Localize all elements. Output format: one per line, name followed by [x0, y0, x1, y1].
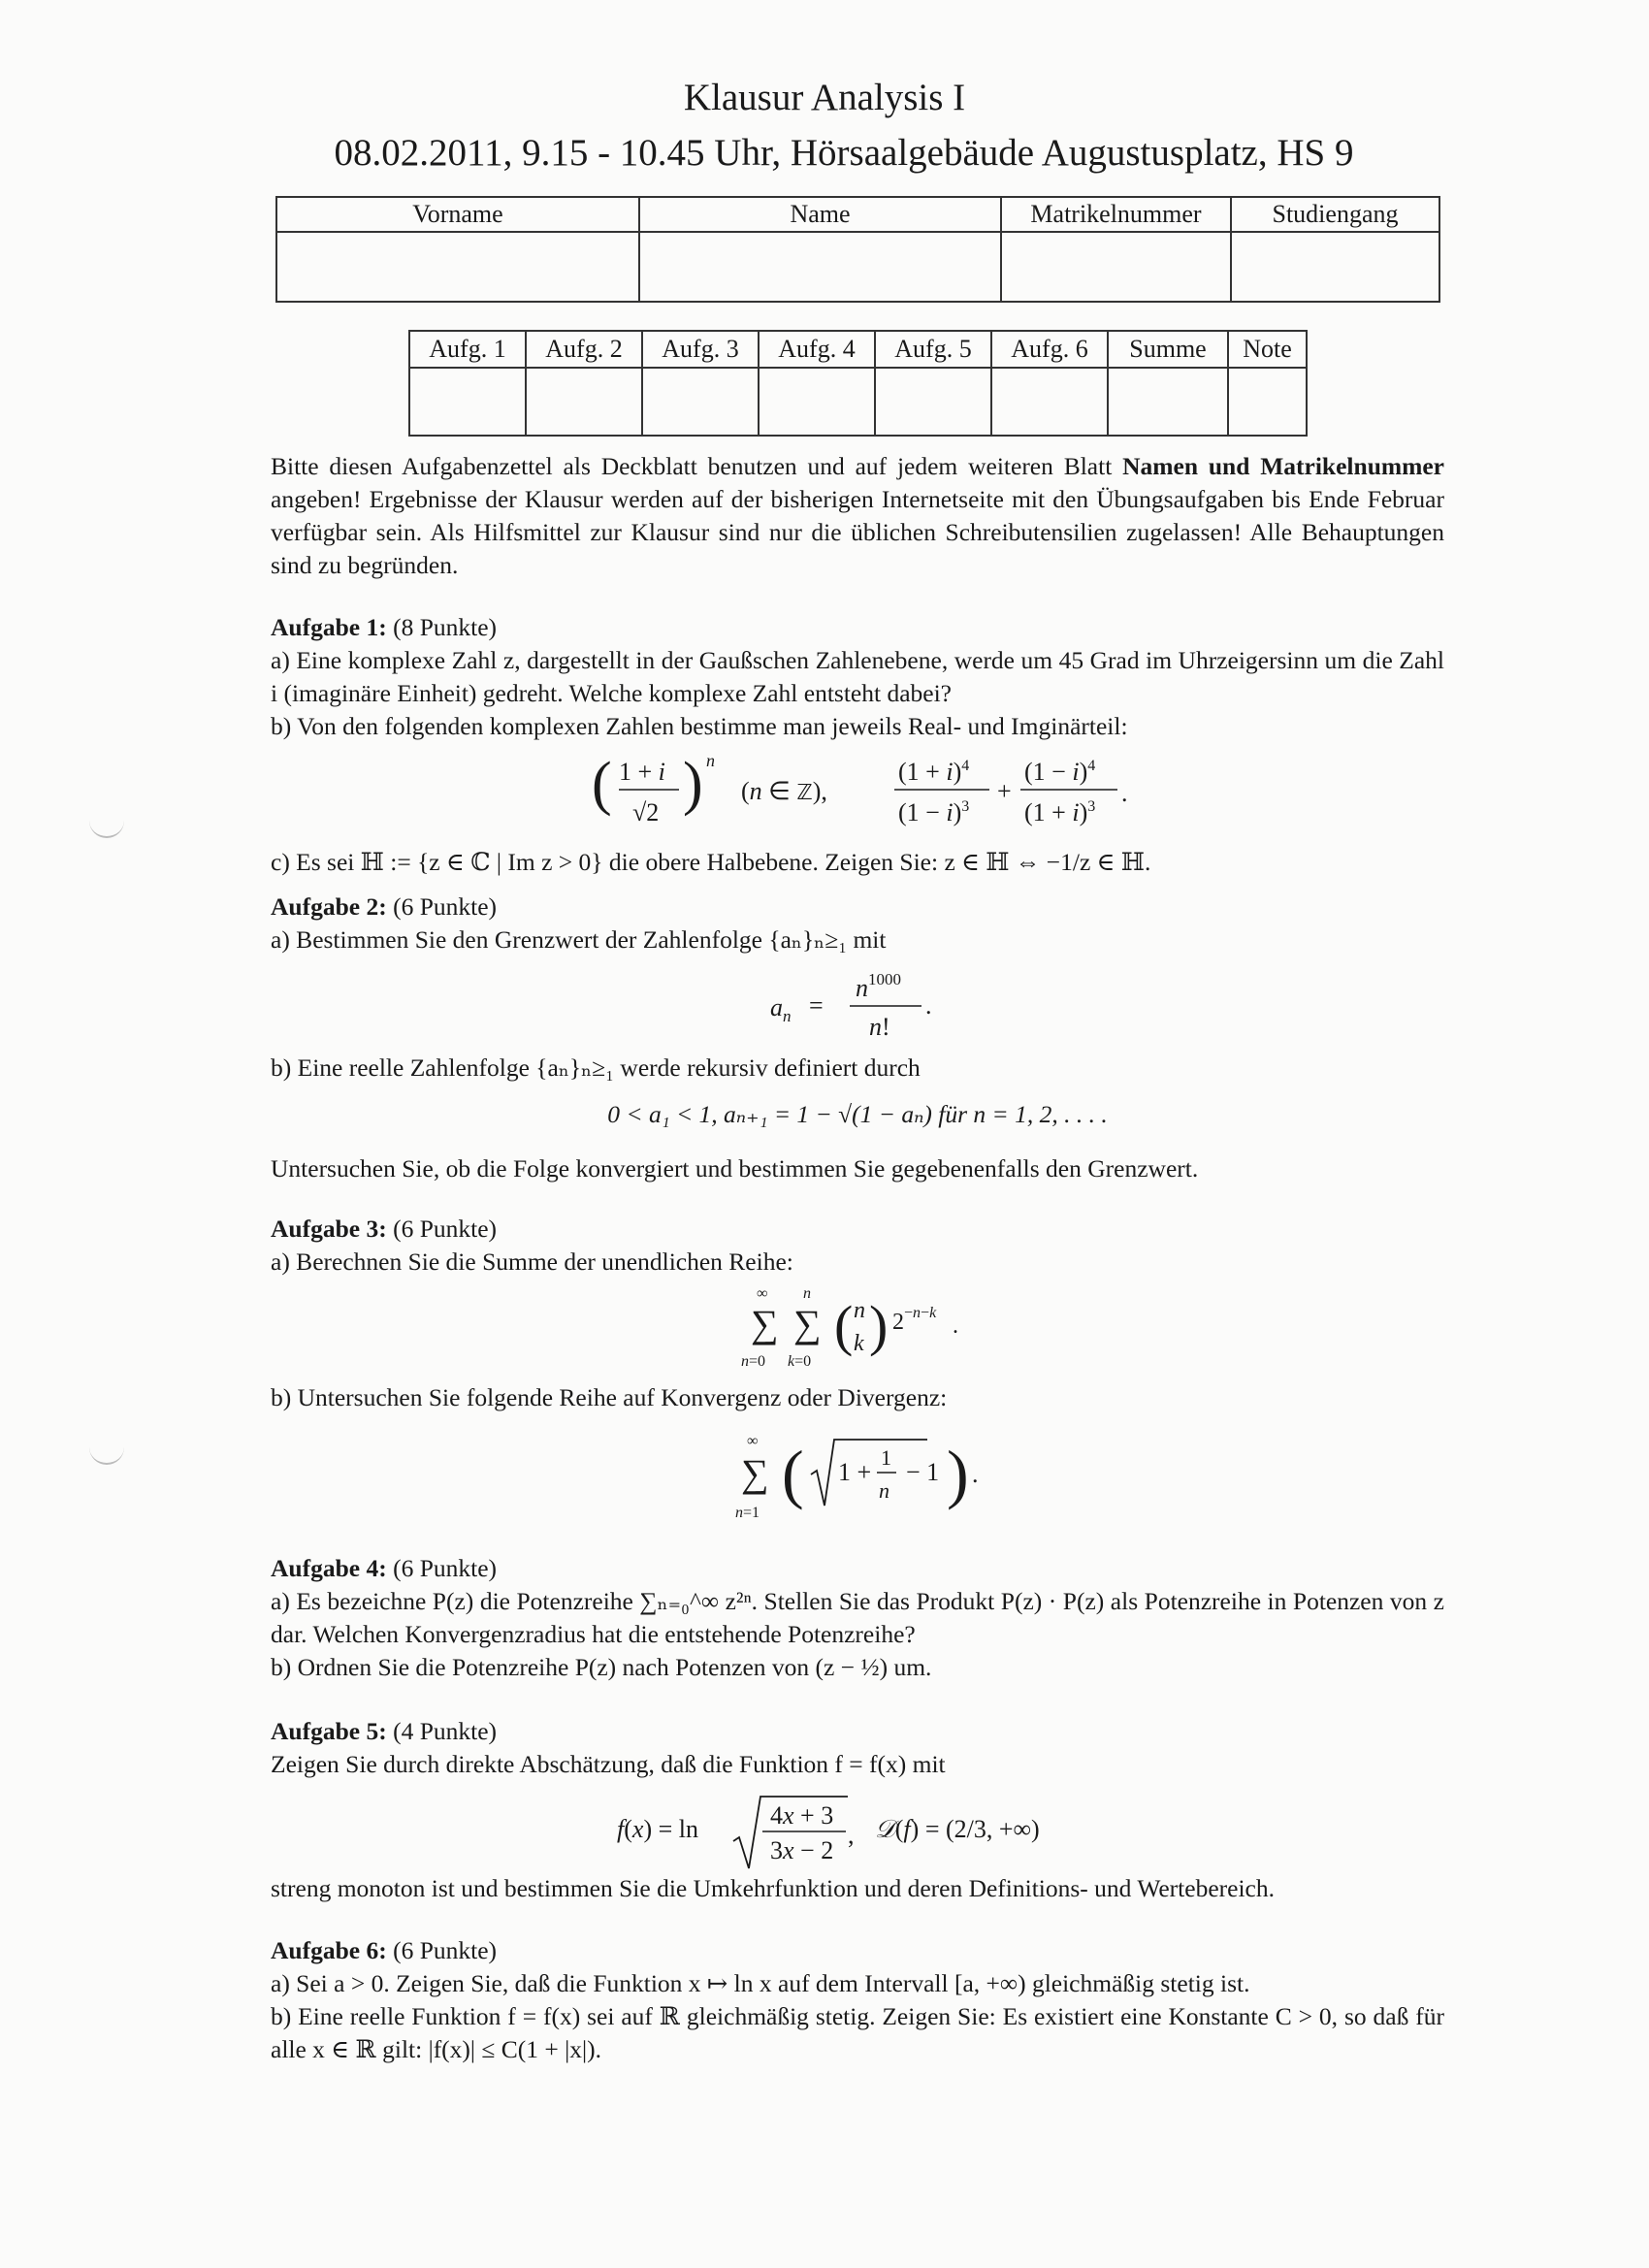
aufgabe-5-intro: Zeigen Sie durch direkte Abschätzung, daß die Funktion f = f(x) mit	[271, 1750, 946, 1778]
aufgabe-2a: a) Bestimmen Sie den Grenzwert der Zahlenfolge {aₙ}ₙ≥₁ mit	[271, 925, 887, 954]
aufgabe-6a: a) Sei a > 0. Zeigen Sie, daß die Funktion x ↦ ln x auf dem Intervall [a, +∞) gleichmäßig stetig ist.	[271, 1969, 1250, 1997]
aufgabe-4a: a) Es bezeichne P(z) die Potenzreihe ∑ₙ₌₀^∞ z²ⁿ. Stellen Sie das Produkt P(z) · P(z) als Potenzreihe in Potenzen von z dar. Welchen Konvergenzradius hat die entstehende Potenzreihe?	[271, 1587, 1444, 1648]
svg-text:(: (	[592, 751, 612, 817]
svg-text:k: k	[854, 1331, 864, 1356]
header-note: Note	[1228, 331, 1307, 368]
score-aufg-4[interactable]	[759, 368, 875, 436]
instructions: Bitte diesen Aufgabenzettel als Deckblatt benutzen und auf jedem weiteren Blatt Namen und Matrikelnummer angeben! Ergebnisse der Klausur werden auf der bisherigen Internetseite mit den Übungsaufgaben bis Ende Februar verfügbar sein. Als Hilfsmittel zur Klausur sind nur die üblichen Schreibutensilien zugelassen! Alle Behauptungen sind zu begründen.	[271, 452, 1444, 579]
svg-text:k=0: k=0	[788, 1353, 812, 1370]
svg-text:n!: n!	[869, 1013, 890, 1041]
aufgabe-1b: b) Von den folgenden komplexen Zahlen bestimme man jeweils Real- und Imginärteil:	[271, 712, 1128, 740]
score-aufg-6[interactable]	[991, 368, 1108, 436]
header-aufg-4: Aufg. 4	[759, 331, 875, 368]
svg-text:.: .	[953, 1313, 958, 1339]
svg-text:1 + i: 1 + i	[619, 758, 665, 786]
aufgabe-6-heading: Aufgabe 6: (6 Punkte)	[271, 1936, 498, 1964]
svg-text:∞: ∞	[747, 1433, 759, 1449]
svg-text:(n ∈ ℤ),: (n ∈ ℤ),	[741, 777, 827, 805]
svg-text:.: .	[1121, 779, 1128, 807]
svg-text:∞: ∞	[757, 1285, 768, 1302]
name-field[interactable]	[639, 232, 1001, 302]
score-aufg-2[interactable]	[526, 368, 642, 436]
header-aufg-5: Aufg. 5	[875, 331, 991, 368]
svg-text:1: 1	[881, 1445, 891, 1470]
svg-text:n: n	[803, 1285, 811, 1302]
svg-text:f(x) = ln: f(x) = ln	[617, 1815, 698, 1843]
score-aufg-1[interactable]	[409, 368, 526, 436]
aufgabe-5-heading: Aufgabe 5: (4 Punkte)	[271, 1717, 498, 1745]
svg-text:(: (	[834, 1294, 854, 1357]
header-summe: Summe	[1108, 331, 1228, 368]
exam-subtitle: 08.02.2011, 9.15 - 10.45 Uhr, Hörsaalgebäude Augustusplatz, HS 9	[334, 132, 1354, 174]
svg-text:=: =	[809, 991, 824, 1020]
aufgabe-3b: b) Untersuchen Sie folgende Reihe auf Konvergenz oder Divergenz:	[271, 1383, 948, 1411]
aufgabe-2b-formula: 0 < a₁ < 1, aₙ₊₁ = 1 − √(1 − aₙ) für n = 1, 2, . . . .	[607, 1100, 1108, 1128]
svg-text:+: +	[997, 777, 1012, 805]
svg-text:n=0: n=0	[741, 1353, 766, 1370]
svg-text:√2: √2	[632, 798, 660, 826]
header-aufg-6: Aufg. 6	[991, 331, 1108, 368]
aufgabe-5-tail: streng monoton ist und bestimmen Sie die Umkehrfunktion und deren Definitions- und Wertebereich.	[271, 1874, 1275, 1902]
aufgabe-3b-formula	[733, 1426, 986, 1533]
svg-text:an: $a_n$	[770, 993, 792, 1025]
aufgabe-3a: a) Berechnen Sie die Summe der unendlichen Reihe:	[271, 1247, 793, 1276]
score-aufg-3[interactable]	[642, 368, 759, 436]
aufgabe-2b: b) Eine reelle Zahlenfolge {aₙ}ₙ≥₁ werde rekursiv definiert durch	[271, 1053, 921, 1082]
aufgabe-3a-formula	[737, 1280, 970, 1377]
svg-text:(1 − i)4: $(1 - i)^4$	[1024, 758, 1096, 786]
svg-text:,: ,	[848, 1821, 855, 1849]
svg-text:n: n	[854, 1298, 865, 1323]
svg-text:(1 + i)3: $(1 + i)^3$	[1024, 798, 1096, 826]
studiengang-field[interactable]	[1231, 232, 1439, 302]
aufgabe-1c: c) Es sei ℍ := {z ∈ ℂ | Im z > 0} die obere Halbebene. Zeigen Sie: z ∈ ℍ ⇔ −1/z ∈ ℍ.	[271, 848, 1151, 876]
header-vorname: Vorname	[276, 197, 639, 232]
svg-text:.: .	[925, 991, 932, 1020]
aufgabe-5-formula	[615, 1785, 1100, 1872]
svg-text:3x − 2: 3x − 2	[770, 1836, 834, 1864]
aufgabe-2-tail: Untersuchen Sie, ob die Folge konvergiert und bestimmen Sie gegebenenfalls den Grenzwert.	[271, 1154, 1199, 1183]
svg-text:): )	[869, 1294, 889, 1357]
header-aufg-3: Aufg. 3	[642, 331, 759, 368]
svg-text:n: n	[706, 751, 715, 770]
svg-text:∑: ∑	[741, 1451, 769, 1495]
score-summe[interactable]	[1108, 368, 1228, 436]
svg-text:∑: ∑	[793, 1302, 822, 1345]
svg-text:(1 − i)3: $(1 - i)^3$	[898, 798, 970, 826]
aufgabe-3-heading: Aufgabe 3: (6 Punkte)	[271, 1215, 498, 1243]
svg-text:.: .	[972, 1460, 979, 1488]
svg-text:1 +: 1 +	[838, 1458, 872, 1486]
aufgabe-6b: b) Eine reelle Funktion f = f(x) sei auf ℝ gleichmäßig stetig. Zeigen Sie: Es existiert eine Konstante C > 0, so daß für alle x ∈ ℝ gilt: |f(x)| ≤ C(1 + |x|).	[271, 2002, 1444, 2063]
aufgabe-4b: b) Ordnen Sie die Potenzreihe P(z) nach Potenzen von (z − ½) um.	[271, 1653, 932, 1681]
score-note[interactable]	[1228, 368, 1307, 436]
exam-title: Klausur Analysis I	[683, 77, 966, 118]
svg-text:∑: ∑	[751, 1302, 779, 1345]
svg-text:n1000: $n^{1000}$	[856, 970, 901, 1002]
punch-hole-mark	[89, 817, 124, 838]
score-aufg-5[interactable]	[875, 368, 991, 436]
aufgabe-4-heading: Aufgabe 4: (6 Punkte)	[271, 1554, 498, 1582]
aufgabe-2-heading: Aufgabe 2: (6 Punkte)	[271, 892, 498, 921]
punch-hole-mark	[89, 1443, 124, 1465]
matrikelnummer-field[interactable]	[1001, 232, 1231, 302]
svg-text:2−n−k: $2^{-n-k}$	[892, 1305, 937, 1335]
vorname-field[interactable]	[276, 232, 639, 302]
aufgabe-1a: a) Eine komplexe Zahl z, dargestellt in der Gaußschen Zahlenebene, werde um 45 Grad im Uhrzeigersinn um die Zahl i (imaginäre Einheit) gedreht. Welche komplexe Zahl entsteht dabei?	[271, 646, 1444, 707]
svg-text:4x + 3: 4x + 3	[770, 1801, 834, 1830]
svg-text:(1 + i)4: $(1 + i)^4$	[898, 758, 970, 786]
header-matrikelnummer: Matrikelnummer	[1001, 197, 1231, 232]
student-info-table	[275, 196, 1440, 303]
aufgabe-1-heading: Aufgabe 1: (8 Punkte)	[271, 613, 498, 641]
svg-text:− 1: − 1	[906, 1458, 940, 1486]
svg-text:𝒟(f) = (2/3, +∞): 𝒟(f) = (2/3, +∞)	[875, 1815, 1040, 1844]
svg-text:): )	[947, 1437, 969, 1510]
score-table	[408, 330, 1308, 437]
header-name: Name	[639, 197, 1001, 232]
svg-text:(: (	[782, 1437, 804, 1510]
header-aufg-1: Aufg. 1	[409, 331, 526, 368]
header-studiengang: Studiengang	[1231, 197, 1439, 232]
svg-text:): )	[683, 751, 703, 817]
aufgabe-2a-formula	[766, 965, 941, 1043]
header-aufg-2: Aufg. 2	[526, 331, 642, 368]
svg-text:n: n	[879, 1478, 889, 1503]
svg-text:n=1: n=1	[735, 1505, 760, 1521]
aufgabe-1b-formula	[582, 745, 1145, 832]
